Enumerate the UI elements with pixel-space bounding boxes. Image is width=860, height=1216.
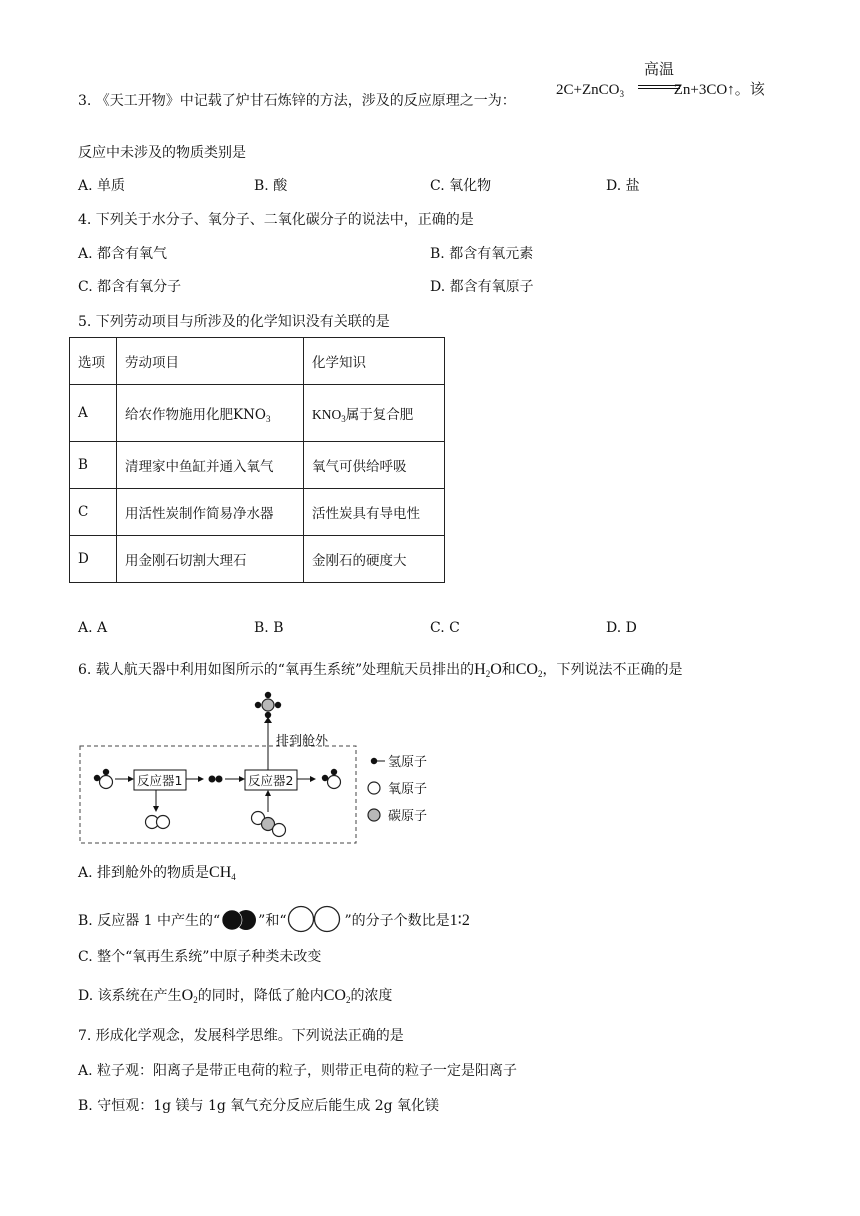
eq-left-sub: 3	[619, 89, 624, 99]
row-a-item-text: 给农作物施用化肥KNO	[125, 406, 266, 423]
eq-condition: 高温	[644, 62, 675, 78]
q6-co2: CO	[515, 661, 538, 678]
q3-stem-text: 3. 《天工开物》中记载了炉甘石炼锌的方法，涉及的反应原理之一为：	[78, 93, 516, 109]
h2-molecule-inline-icon	[220, 909, 258, 931]
q4-option-d[interactable]: D. 都含有氧原子	[430, 279, 534, 295]
table-row	[70, 536, 445, 583]
q4-option-a[interactable]: A. 都含有氧气	[78, 246, 168, 262]
q6-co2-sub: 2	[537, 669, 543, 679]
q6-option-b-ratio: 1∶2	[449, 912, 470, 929]
legend-carbon: 碳原子	[388, 809, 428, 824]
row-d-item: 用金刚石切割大理石	[117, 536, 304, 583]
q6-option-a-text: A. 排到舱外的物质是	[78, 865, 210, 881]
q3-option-b[interactable]: B. 酸	[254, 178, 288, 194]
q5-option-c[interactable]: C. C	[430, 620, 460, 636]
q3-line2: 反应中未涉及的物质类别是	[78, 145, 246, 161]
water-molecule-output-icon	[322, 769, 341, 789]
row-a-know-sub: 3	[341, 413, 346, 424]
row-a-knowledge	[304, 385, 445, 442]
q6-stem-a: 6. 载人航天器中利用如图所示的“氧再生系统”处理航天员排出的	[78, 662, 475, 678]
row-a-know-formula: KNO	[312, 406, 342, 422]
row-c-item: 用活性炭制作简易净水器	[117, 489, 304, 536]
q3-tail: 。该	[734, 82, 765, 98]
q5-option-b[interactable]: B. B	[254, 620, 284, 636]
q6-option-d-c: 的浓度	[350, 988, 393, 1004]
q3-option-a[interactable]: A. 单质	[78, 178, 126, 194]
q3-option-d[interactable]: D. 盐	[606, 178, 640, 194]
eq-left: 2C+ZnCO	[556, 82, 620, 98]
table-row	[70, 442, 445, 489]
hydrogen-atom-icon	[371, 758, 377, 764]
carbon-atom-icon	[368, 809, 380, 821]
h2-molecule-icon	[209, 776, 223, 783]
q6-option-d-a: D. 该系统在产生	[78, 988, 182, 1004]
q6-option-d-o2: O	[181, 987, 194, 1004]
water-molecule-icon	[94, 769, 113, 789]
row-a-know-tail: 属于复合肥	[345, 406, 414, 423]
o2-molecule-inline-icon	[286, 905, 344, 933]
vent-arrow-icon	[264, 717, 272, 723]
q6-option-a[interactable]	[78, 862, 236, 882]
q6-stem	[78, 659, 682, 679]
ch4-molecule-icon	[255, 692, 281, 718]
q6-option-d-co2-sub: 2	[345, 995, 351, 1005]
q5-table	[69, 337, 445, 583]
arrow-icon	[153, 806, 159, 812]
legend-oxygen: 氧原子	[388, 782, 428, 797]
q6-option-d-o2-sub: 2	[193, 995, 198, 1005]
q6-option-b[interactable]	[78, 905, 470, 933]
arrow-icon	[198, 776, 204, 782]
header-option: 选项	[70, 338, 117, 385]
q4-option-b[interactable]: B. 都含有氧元素	[430, 246, 534, 262]
arrow-icon	[128, 776, 134, 782]
q7-option-b[interactable]: B. 守恒观：1g 镁与 1g 氧气充分反应后能生成 2g 氧化镁	[78, 1098, 440, 1114]
row-a-option: A	[70, 385, 117, 442]
reactor2-label: 反应器2	[248, 773, 294, 788]
header-chem-knowledge: 化学知识	[304, 338, 445, 385]
q6-option-a-sub: 4	[231, 872, 236, 882]
q5-stem: 5. 下列劳动项目与所涉及的化学知识没有关联的是	[78, 314, 390, 330]
q5-option-a[interactable]: A. A	[78, 620, 108, 636]
row-a-item-sub: 3	[265, 413, 271, 424]
arrow-icon	[310, 776, 316, 782]
q6-option-d-b: 的同时，降低了舱内	[197, 988, 324, 1004]
q6-and: 和	[501, 662, 516, 678]
q6-h2o-sub: 2	[485, 669, 491, 679]
q6-option-d-co2: CO	[323, 987, 346, 1004]
arrow-icon	[239, 776, 245, 782]
row-c-knowledge: 活性炭具有导电性	[304, 489, 445, 536]
row-b-item: 清理家中鱼缸并通入氧气	[117, 442, 304, 489]
q3-stem	[78, 90, 516, 110]
table-row	[70, 385, 445, 442]
q4-option-c[interactable]: C. 都含有氧分子	[78, 279, 182, 295]
q3-option-c[interactable]: C. 氧化物	[430, 178, 492, 194]
q6-option-b-a: B. 反应器 1 中产生的“	[78, 913, 221, 929]
q6-option-a-formula: CH	[209, 864, 232, 881]
eq-double-bar-bottom	[638, 88, 680, 89]
q6-option-b-c: ”的分子个数比是	[344, 913, 450, 929]
row-d-knowledge: 金刚石的硬度大	[304, 536, 445, 583]
q6-option-b-b: ”和“	[258, 913, 287, 929]
header-labor-item: 劳动项目	[117, 338, 304, 385]
table-row	[70, 489, 445, 536]
oxygen-atom-icon	[368, 782, 380, 794]
q6-option-d[interactable]	[78, 985, 392, 1005]
eq-right: Zn+3CO↑	[673, 82, 735, 98]
q6-stem-b: ，下列说法不正确的是	[542, 662, 683, 678]
legend-hydrogen: 氢原子	[388, 755, 428, 770]
vent-label: 排到舱外	[276, 734, 329, 749]
q6-option-c[interactable]: C. 整个“氧再生系统”中原子种类未改变	[78, 949, 322, 965]
o2-molecule-icon	[146, 816, 170, 829]
legend	[368, 755, 427, 824]
eq-double-bar-top	[638, 85, 680, 86]
q4-stem: 4. 下列关于水分子、氧分子、二氧化碳分子的说法中，正确的是	[78, 212, 474, 228]
oxygen-regeneration-diagram	[78, 690, 638, 850]
table-header-row	[70, 338, 445, 385]
q5-option-d[interactable]: D. D	[606, 620, 637, 636]
row-c-option: C	[70, 489, 117, 536]
row-b-knowledge: 氧气可供给呼吸	[304, 442, 445, 489]
row-d-option: D	[70, 536, 117, 583]
q3-equation	[556, 62, 765, 99]
q7-option-a[interactable]: A. 粒子观：阳离子是带正电荷的粒子，则带正电荷的粒子一定是阳离子	[78, 1063, 518, 1079]
co2-molecule-icon	[252, 812, 286, 837]
row-a-item	[117, 385, 304, 442]
reactor1-label: 反应器1	[137, 773, 183, 788]
q7-stem: 7. 形成化学观念，发展科学思维。下列说法正确的是	[78, 1028, 404, 1044]
system-boundary	[80, 746, 356, 843]
row-b-option: B	[70, 442, 117, 489]
q6-h2o: H	[474, 661, 486, 678]
arrow-icon	[265, 790, 271, 796]
q6-h2o-tail: O	[490, 661, 502, 678]
